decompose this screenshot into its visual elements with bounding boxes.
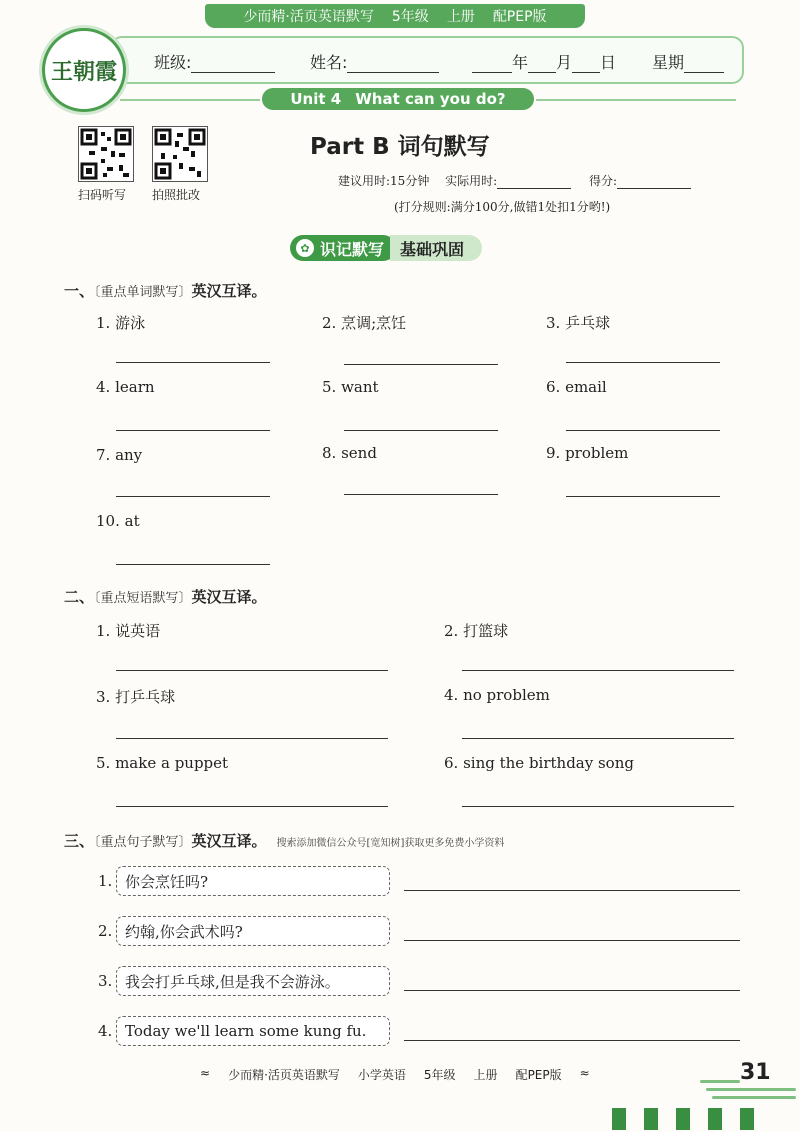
- sentence-text: 我会打乒乓球,但是我不会游泳。: [125, 972, 340, 991]
- sentence-box: [116, 966, 390, 996]
- unit-banner: [262, 88, 534, 110]
- answer-line[interactable]: [344, 430, 498, 431]
- decorative-wave: [700, 1080, 740, 1083]
- word-item: 1. 游泳: [96, 314, 146, 332]
- brand-logo: [42, 28, 126, 112]
- scoring-rule: (打分规则:满分100分,做错1处扣1分哟!): [394, 200, 611, 214]
- answer-line[interactable]: [404, 1040, 740, 1041]
- word-item: 6. email: [546, 378, 607, 396]
- sentence-number: 3.: [98, 972, 113, 990]
- logo-text: 王朝霞: [50, 58, 117, 85]
- phrase-item: 5. make a puppet: [96, 754, 229, 772]
- edge-marker: [676, 1108, 690, 1130]
- sentence-number: 4.: [98, 1022, 113, 1040]
- timing-row: [338, 172, 691, 189]
- answer-line[interactable]: [116, 496, 270, 497]
- listen-qr-label: 扫码听写: [78, 188, 127, 202]
- footer-volume: 上册: [473, 1068, 498, 1082]
- answer-line[interactable]: [462, 806, 734, 807]
- footer-edition: 配PEP版: [515, 1068, 562, 1082]
- word-item: 5. want: [322, 378, 379, 396]
- banner-left: 识记默写: [320, 239, 385, 259]
- word-item: 10. at: [96, 512, 140, 530]
- answer-line[interactable]: [116, 806, 388, 807]
- answer-line[interactable]: [116, 430, 270, 431]
- answer-line[interactable]: [462, 738, 734, 739]
- weekday-field: 星期: [652, 50, 724, 73]
- name-field: 姓名:: [310, 50, 439, 73]
- photo-qr-label: 拍照批改: [152, 188, 201, 202]
- word-item: 8. send: [322, 444, 377, 462]
- wave-icon: ≈: [579, 1066, 590, 1080]
- sentence-box: [116, 916, 390, 946]
- flower-icon: ✿: [296, 239, 314, 257]
- listen-qr-code[interactable]: [78, 126, 134, 182]
- phrase-item: 3. 打乒乓球: [96, 688, 176, 706]
- footer-series: 少而精·活页英语默写: [228, 1068, 340, 1082]
- edge-marker: [708, 1108, 722, 1130]
- sentence-text: 约翰,你会武术吗?: [125, 922, 243, 941]
- answer-line[interactable]: [116, 564, 270, 565]
- suggested-time: 建议用时:15分钟: [338, 174, 430, 188]
- divider-right: [536, 99, 736, 101]
- score-label: 得分:: [589, 174, 618, 188]
- series-title: 少而精·活页英语默写: [243, 9, 374, 25]
- volume-label: 上册: [446, 9, 475, 25]
- section2-heading: 二、〔重点短语默写〕英汉互译。: [64, 588, 267, 606]
- sentence-text: Today we'll learn some kung fu.: [125, 1022, 367, 1040]
- answer-line[interactable]: [116, 738, 388, 739]
- page-title: Part B 词句默写: [310, 134, 490, 160]
- edge-marker: [612, 1108, 626, 1130]
- phrase-item: 4. no problem: [444, 686, 550, 704]
- promo-text: 搜索添加微信公众号[宽知树]获取更多免费小学资料: [276, 838, 505, 849]
- answer-line[interactable]: [344, 494, 498, 495]
- word-item: 3. 乒乓球: [546, 314, 611, 332]
- section3-heading: 三、〔重点句子默写〕英汉互译。 搜索添加微信公众号[宽知树]获取更多免费小学资料: [64, 832, 505, 850]
- word-item: 2. 烹调;烹饪: [322, 314, 407, 332]
- answer-line[interactable]: [404, 890, 740, 891]
- photo-qr-code[interactable]: [152, 126, 208, 182]
- answer-line[interactable]: [566, 496, 720, 497]
- word-item: 9. problem: [546, 444, 629, 462]
- phrase-item: 2. 打篮球: [444, 622, 509, 640]
- answer-line[interactable]: [116, 670, 388, 671]
- footer-subject: 小学英语: [357, 1068, 406, 1082]
- section-banner: [290, 234, 482, 262]
- decorative-wave: [706, 1088, 796, 1091]
- sentence-box: [116, 866, 390, 896]
- class-field: 班级:: [154, 50, 275, 73]
- unit-number: Unit 4: [290, 90, 342, 108]
- actual-time-label: 实际用时:: [445, 174, 498, 188]
- footer: [200, 1066, 590, 1083]
- sentence-number: 2.: [98, 922, 113, 940]
- decorative-wave: [712, 1096, 796, 1099]
- divider-left: [120, 99, 260, 101]
- sentence-text: 你会烹饪吗?: [125, 872, 209, 891]
- footer-grade: 5年级: [423, 1068, 456, 1082]
- answer-line[interactable]: [462, 670, 734, 671]
- word-item: 4. learn: [96, 378, 155, 396]
- answer-line[interactable]: [344, 364, 498, 365]
- edge-marker: [644, 1108, 658, 1130]
- unit-title: What can you do?: [355, 90, 506, 108]
- answer-line[interactable]: [566, 430, 720, 431]
- phrase-item: 1. 说英语: [96, 622, 161, 640]
- answer-line[interactable]: [566, 362, 720, 363]
- banner-right: 基础巩固: [400, 239, 465, 259]
- answer-line[interactable]: [116, 362, 270, 363]
- series-banner: [205, 4, 585, 28]
- date-field: 年 月 日: [472, 50, 616, 73]
- grade-label: 5年级: [391, 9, 429, 25]
- sentence-number: 1.: [98, 872, 113, 890]
- edition-label: 配PEP版: [492, 9, 547, 25]
- section1-heading: 一、〔重点单词默写〕英汉互译。: [64, 282, 267, 300]
- page-number: 31: [740, 1060, 771, 1085]
- student-info-bar: [110, 36, 744, 84]
- answer-line[interactable]: [404, 940, 740, 941]
- sentence-box: [116, 1016, 390, 1046]
- word-item: 7. any: [96, 446, 143, 464]
- edge-marker: [740, 1108, 754, 1130]
- phrase-item: 6. sing the birthday song: [444, 754, 634, 772]
- wave-icon: ≈: [200, 1066, 211, 1080]
- answer-line[interactable]: [404, 990, 740, 991]
